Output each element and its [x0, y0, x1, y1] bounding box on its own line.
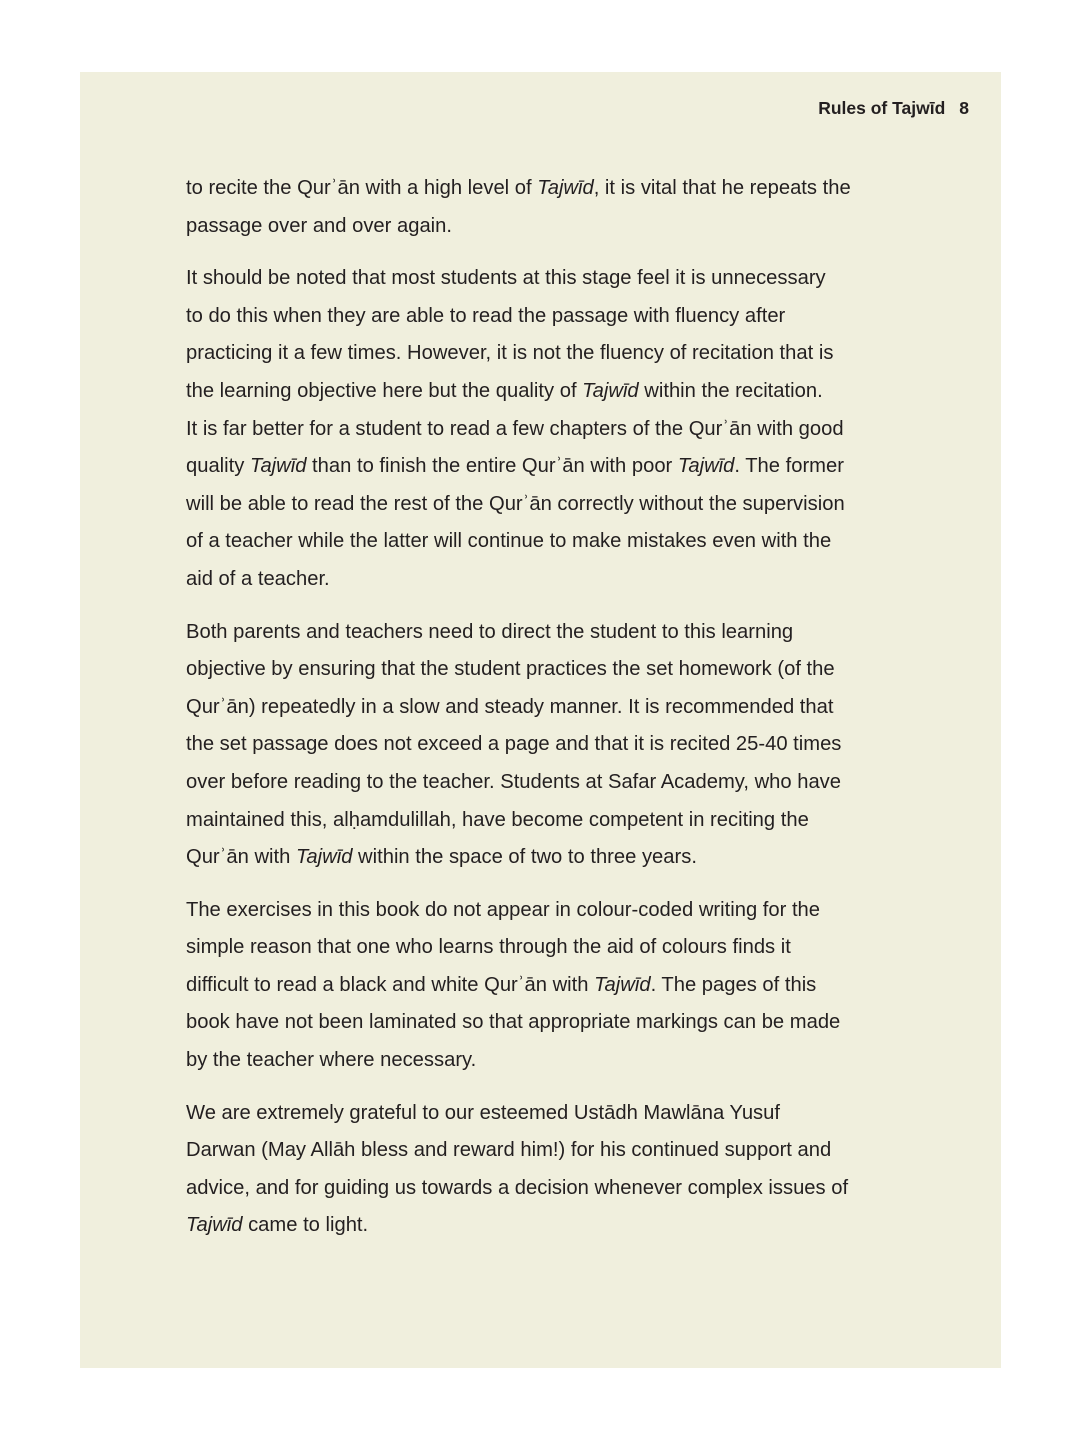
text-run: will be able to read the rest of the Qurʾān correctly without the supervision: [186, 492, 845, 515]
body-text: [186, 170, 906, 1260]
text-run: practicing it a few times. However, it is not the fluency of recitation that is: [186, 342, 834, 365]
text-run: Qurʾān with: [186, 846, 296, 869]
text-line: [186, 614, 906, 652]
text-line: [186, 802, 906, 840]
text-run: than to finish the entire Qurʾān with poor: [306, 455, 678, 478]
text-line: [186, 486, 906, 524]
text-line: [186, 411, 906, 449]
book-page: [80, 72, 1001, 1368]
text-run: Darwan (May Allāh bless and reward him!) for his continued support and: [186, 1139, 832, 1162]
running-title: Rules of Tajwīd: [818, 98, 946, 118]
text-line: [186, 929, 906, 967]
text-run: It should be noted that most students at this stage feel it is unnecessary: [186, 267, 826, 290]
paragraph: [186, 260, 906, 598]
text-line: [186, 170, 906, 208]
text-line: [186, 839, 906, 877]
text-line: [186, 1132, 906, 1170]
text-run: the set passage does not exceed a page and that it is recited 25-40 times: [186, 733, 842, 756]
text-run: over before reading to the teacher. Students at Safar Academy, who have: [186, 770, 842, 793]
text-run: quality: [186, 455, 250, 478]
italic-term: Tajwīd: [582, 379, 639, 402]
text-run: We are extremely grateful to our esteemed Ustādh Mawlāna Yusuf: [186, 1101, 780, 1124]
italic-term: Tajwīd: [186, 1214, 243, 1237]
italic-term: Tajwīd: [594, 973, 651, 996]
text-run: objective by ensuring that the student practices the set homework (of the: [186, 658, 835, 681]
text-run: by the teacher where necessary.: [186, 1049, 477, 1072]
text-line: [186, 373, 906, 411]
text-line: [186, 260, 906, 298]
italic-term: Tajwīd: [249, 455, 307, 478]
text-line: [186, 1095, 906, 1133]
text-line: [186, 1042, 906, 1080]
text-line: [186, 1170, 906, 1208]
text-line: [186, 208, 906, 246]
text-line: [186, 298, 906, 336]
text-line: [186, 523, 906, 561]
paragraph: [186, 892, 906, 1080]
text-run: simple reason that one who learns through the aid of colours finds it: [186, 936, 791, 959]
text-run: came to light.: [242, 1214, 369, 1237]
text-run: The exercises in this book do not appear in colour-coded writing for the: [186, 898, 821, 921]
paragraph: [186, 614, 906, 877]
paragraph: [186, 170, 906, 245]
italic-term: Tajwīd: [295, 846, 353, 869]
paragraph: [186, 1095, 906, 1245]
text-line: [186, 335, 906, 373]
text-line: [186, 967, 906, 1005]
text-line: [186, 448, 906, 486]
text-run: passage over and over again.: [186, 214, 452, 237]
text-run: to do this when they are able to read the passage with fluency after: [186, 304, 786, 327]
text-run: book have not been laminated so that appropriate markings can be made: [186, 1011, 841, 1034]
text-run: difficult to read a black and white Qurʾān with: [186, 973, 595, 996]
text-line: [186, 726, 906, 764]
text-run: , it is vital that he repeats the: [593, 177, 851, 199]
text-line: [186, 651, 906, 689]
page-number: 8: [959, 98, 969, 118]
running-header: [818, 98, 969, 119]
italic-term: Tajwīd: [537, 177, 594, 199]
text-line: [186, 1004, 906, 1042]
text-run: maintained this, alḥamdulillah, have become competent in reciting the: [186, 808, 809, 831]
italic-term: Tajwīd: [677, 455, 735, 478]
text-line: [186, 561, 906, 599]
text-run: of a teacher while the latter will continue to make mistakes even with the: [186, 530, 832, 553]
text-run: advice, and for guiding us towards a decision whenever complex issues of: [186, 1176, 849, 1199]
text-line: [186, 1207, 906, 1245]
text-run: . The pages of this: [650, 973, 817, 996]
text-line: [186, 689, 906, 727]
text-run: aid of a teacher.: [186, 567, 330, 590]
text-run: within the space of two to three years.: [352, 846, 697, 869]
text-run: Both parents and teachers need to direct the student to this learning: [186, 620, 794, 643]
text-line: [186, 764, 906, 802]
text-run: within the recitation.: [638, 379, 823, 402]
text-run: the learning objective here but the quality of: [186, 379, 583, 402]
text-run: . The former: [734, 455, 844, 478]
text-run: It is far better for a student to read a few chapters of the Qurʾān with good: [186, 417, 844, 440]
text-run: Qurʾān) repeatedly in a slow and steady manner. It is recommended that: [186, 695, 834, 718]
text-run: to recite the Qurʾān with a high level of: [186, 177, 538, 199]
text-line: [186, 892, 906, 930]
